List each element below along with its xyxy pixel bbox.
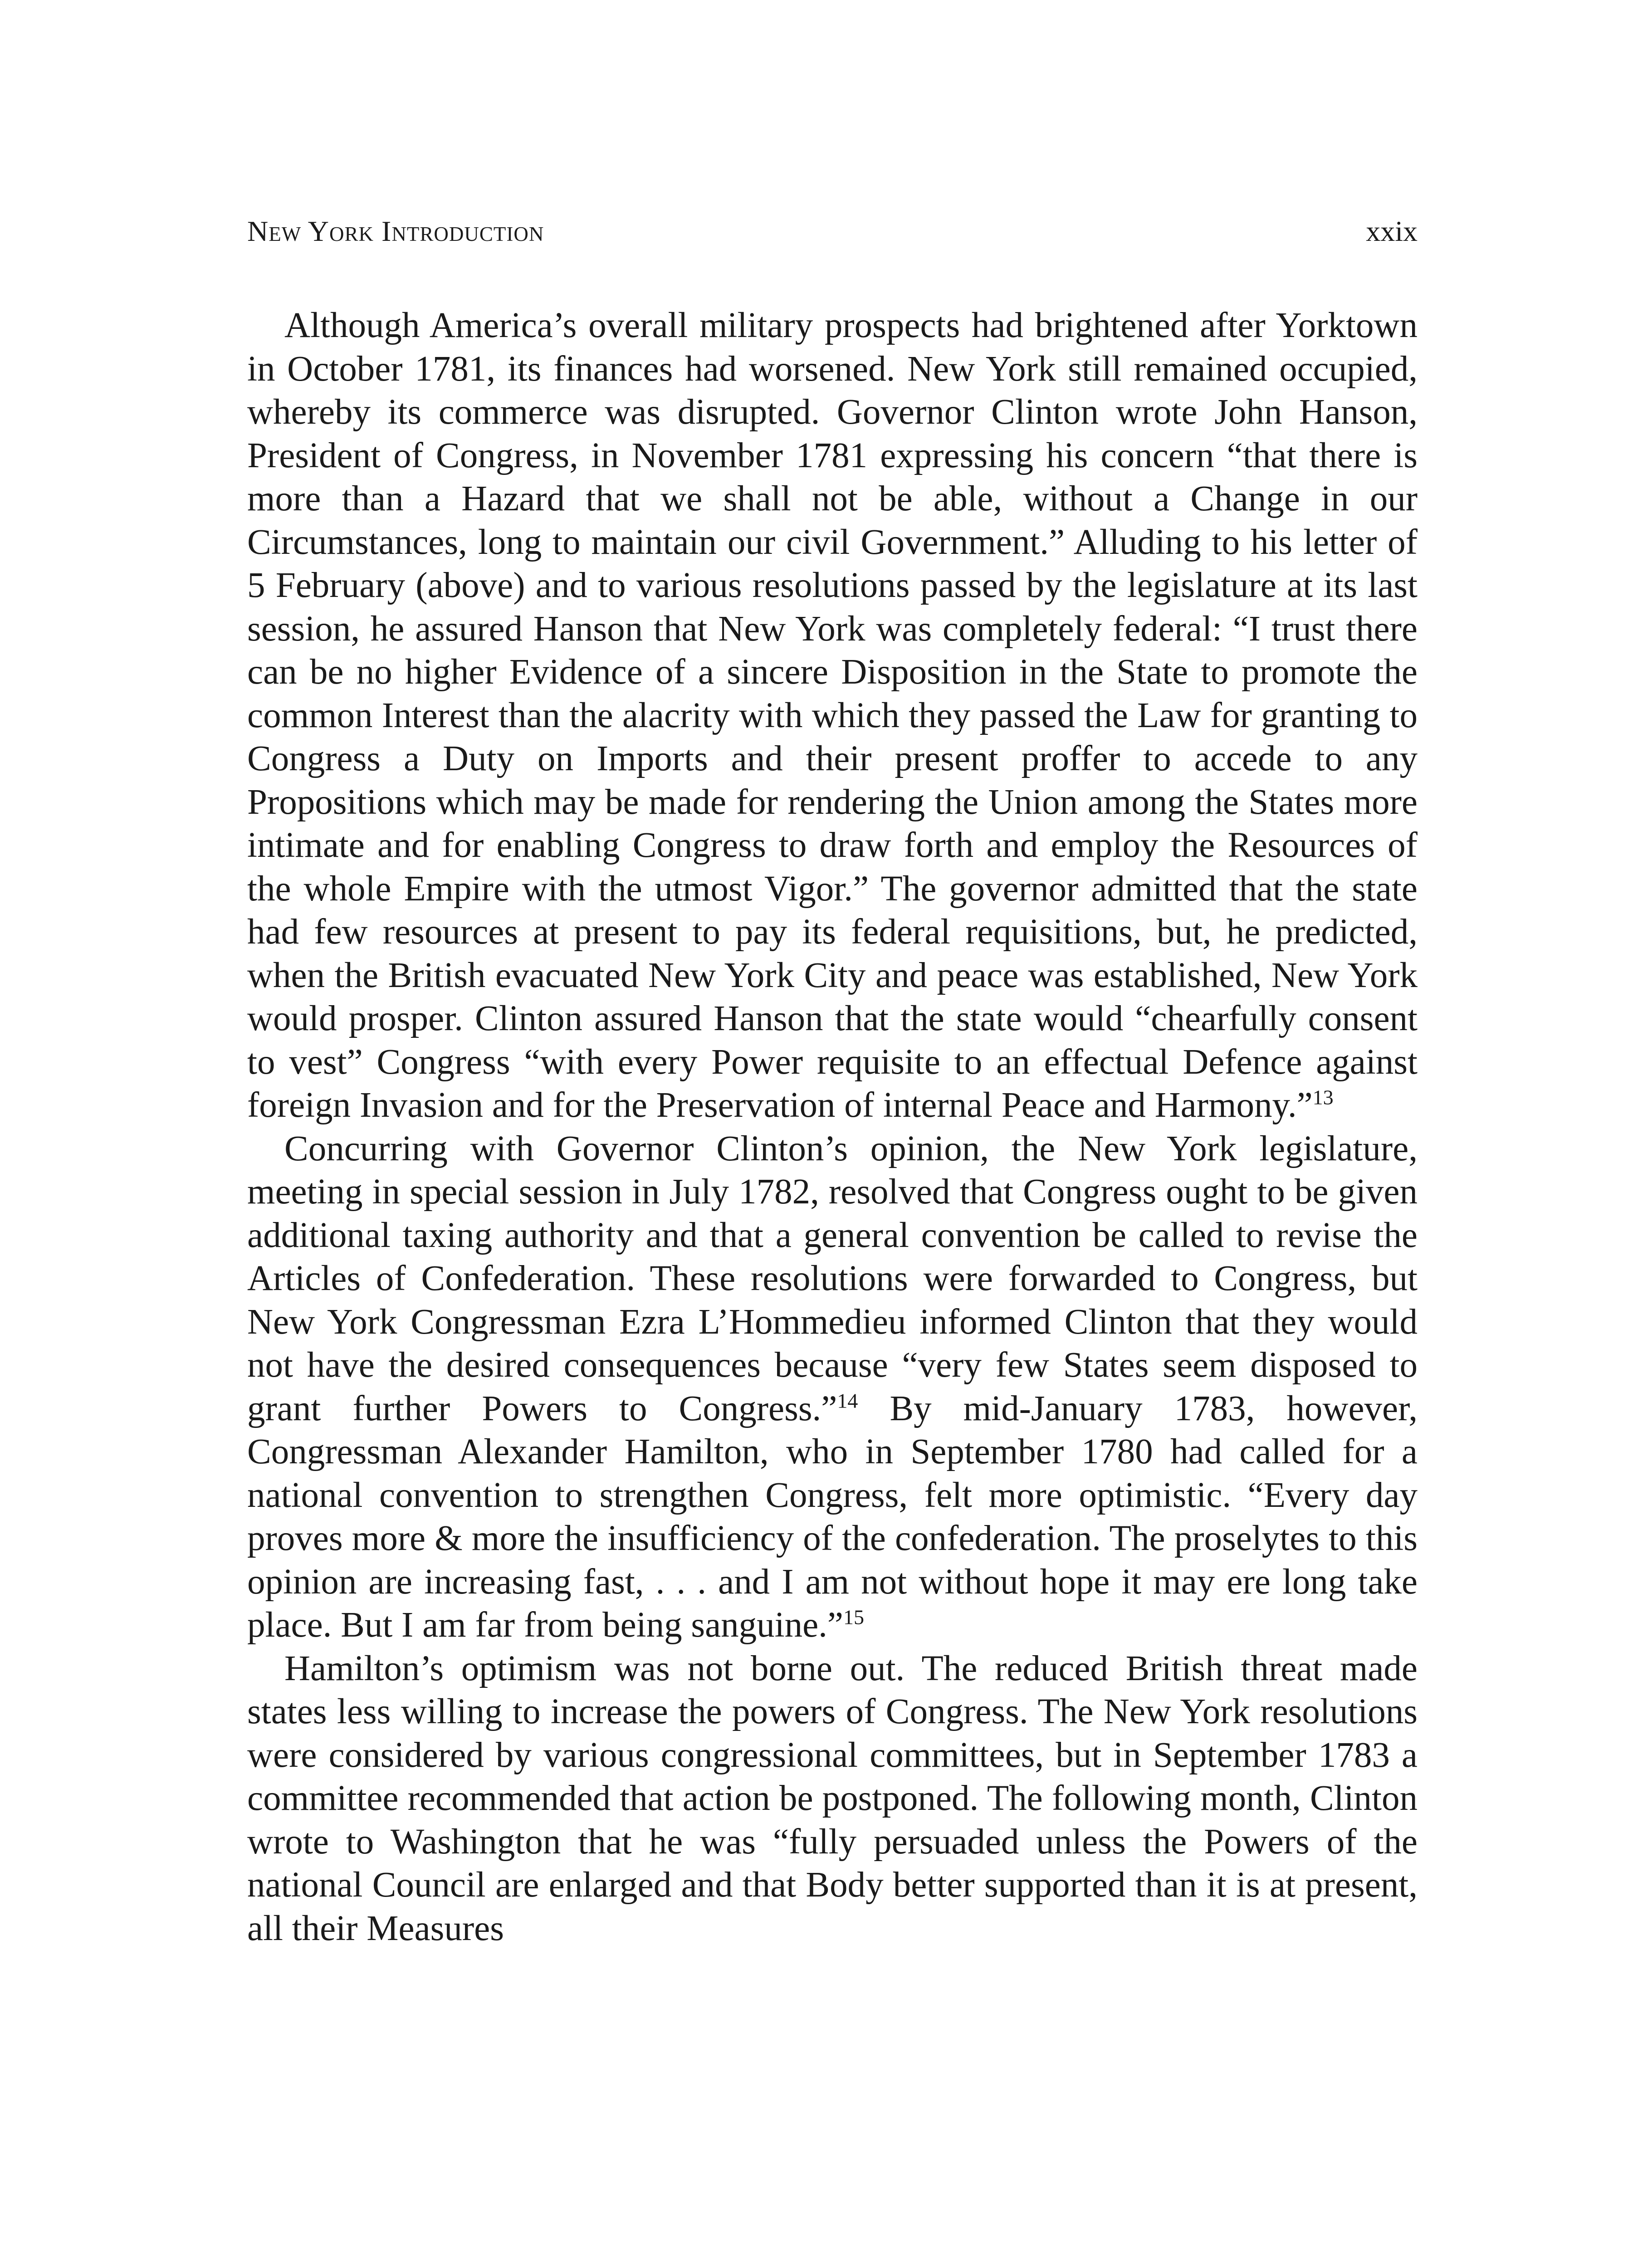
paragraph xyxy=(247,1647,1418,1950)
paragraph xyxy=(247,1127,1418,1647)
running-head xyxy=(247,213,1418,249)
paragraph-text: Hamilton’s optimism was not borne out. The reduced British threat made states less willing to increase the powers of Congress. The New York resolutions were considered by various congressional committees, but in September 1783 a committee recommended that action be postponed. The following month, Clinton wrote to Washington that he was “fully persuaded unless the Powers of the national Council are enlarged and that Body better supported than it is at present, all their Measures xyxy=(247,1648,1418,1948)
footnote-ref: 15 xyxy=(843,1605,864,1629)
body-text xyxy=(247,304,1418,1950)
paragraph-text: Although America’s overall military prospects had brightened after Yorktown in October 1781, its finances had worsened. New York still remained occupied, whereby its commerce was disrupted. Governor Clinton wrote John Hanson, President of Congress, in November 1781 expressing his concern “that there is more than a Hazard that we shall not be able, without a Change in our Circumstances, long to maintain our civil Government.” Alluding to his letter of 5 February (above) and to various resolutions passed by the legislature at its last session, he assured Hanson that New York was completely federal: “I trust there can be no higher Evidence of a sincere Disposition in the State to promote the common Interest than the alacrity with which they passed the Law for granting to Congress a Duty on Imports and their present proffer to accede to any Propositions which may be made for rendering the Union among the States more intimate and for enabling Congress to draw forth and employ the Resources of the whole Empire with the utmost Vigor.” The governor admitted that the state had few resources at present to pay its federal requisitions, but, he predicted, when the British evacuated New York City and peace was established, New York would prosper. Clinton assured Hanson that the state would “chearfully consent to vest” Congress “with every Power requisite to an effectual Defence against foreign Invasion and for the Preservation of internal Peace and Harmony.” xyxy=(247,306,1418,1125)
footnote-ref: 14 xyxy=(837,1389,858,1413)
running-title: New York Introduction xyxy=(247,215,544,247)
paragraph xyxy=(247,304,1418,1127)
paragraph-text: Concurring with Governor Clinton’s opinion, the New York legislature, meeting in special session in July 1782, resolved that Congress ought to be given additional taxing authority and that a general convention be called to revise the Articles of Confederation. These resolutions were forwarded to Congress, but New York Congressman Ezra L’Hommedieu informed Clinton that they would not have the desired consequences because “very few States seem disposed to grant further Powers to Congress.” xyxy=(247,1129,1418,1428)
page-number: xxix xyxy=(1366,215,1418,247)
paragraph-text: By mid-January 1783, however, Congressman Alexander Hamilton, who in September 1780 had called for a national convention to strengthen Congress, felt more optimistic. “Every day proves more & more the insufficiency of the confederation. The proselytes to this opinion are increasing fast, . . . and I am not without hope it may ere long take place. But I am far from being sanguine.” xyxy=(247,1388,1418,1645)
book-page xyxy=(247,213,1418,1950)
footnote-ref: 13 xyxy=(1312,1085,1334,1109)
